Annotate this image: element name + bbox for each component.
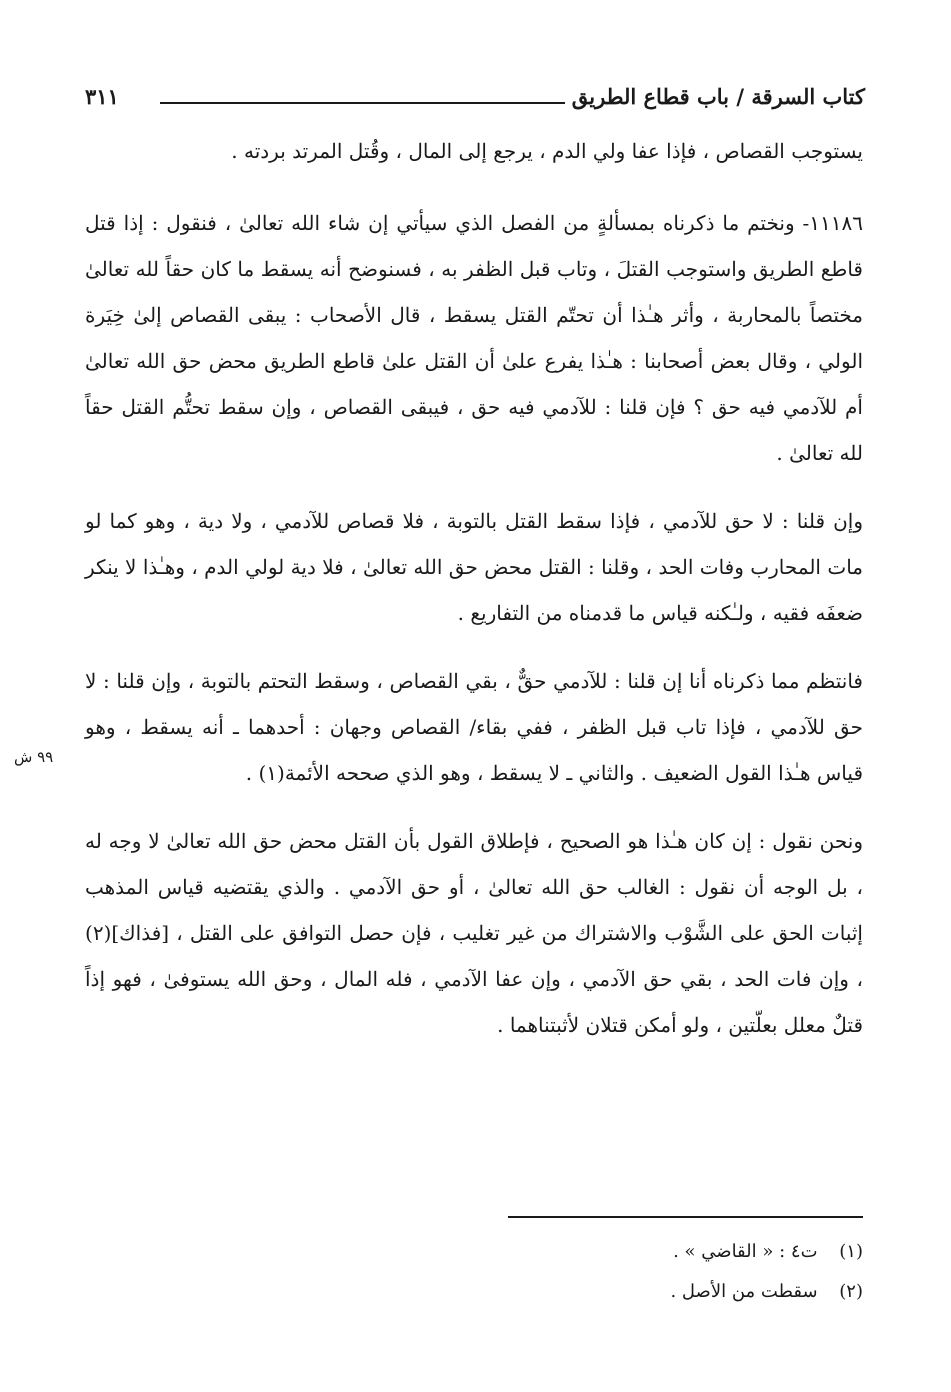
footnotes — [363, 1232, 863, 1312]
paragraph-conclusion: ونحن نقول : إن كان هـٰذا هو الصحيح ، فإطلاق القول بأن القتل محض حق الله تعالىٰ لا وجه له ، بل الوجه أن نقول : الغالب حق الله تعالىٰ ، أو حق الآدمي . والذي يقتضيه قياس المذهب إثبات الحق على الشَّوْب والاشتراك من غير تغليب ، فإن حصل التوافق على القتل ، [فذاك](٢) ، وإن فات الحد ، بقي حق الآدمي ، وإن عفا الآدمي ، فله المال ، وحق الله يستوفىٰ ، فهو إذاً قتلٌ معلل بعلّتين ، ولو أمكن قتلان لأثبتناهما . — [85, 829, 863, 1037]
footnote-number: (٢) — [839, 1281, 863, 1302]
footnote-text: ت٤ : « القاضي » . — [673, 1241, 818, 1262]
running-title: كتاب السرقة / باب قطاع الطريق — [571, 84, 865, 109]
header-rule — [160, 102, 565, 104]
footnote-text: سقطت من الأصل . — [670, 1281, 818, 1302]
footnote-1 — [363, 1232, 863, 1272]
paragraph-no-right: وإن قلنا : لا حق للآدمي ، فإذا سقط القتل بالتوبة ، فلا قصاص للآدمي ، ولا دية ، وهو كما لو مات المحارب وفات الحد ، وقلنا : القتل محض حق الله تعالىٰ ، فلا دية لولي الدم ، وهـٰذا لا ينكر ضعفَه فقيه ، ولـٰكنه قياس ما قدمناه من التفاريع . — [85, 509, 863, 625]
footnote-rule — [508, 1216, 863, 1218]
page-number: ٣١١ — [85, 84, 119, 109]
footnote-number: (١) — [839, 1241, 863, 1262]
footnote-2 — [363, 1272, 863, 1312]
paragraph-continuation: يستوجب القصاص ، فإذا عفا ولي الدم ، يرجع إلى المال ، وقُتل المرتد بردته . — [231, 139, 863, 163]
page-header — [85, 80, 865, 120]
paragraph-issue-11186: ١١١٨٦- ونختم ما ذكرناه بمسألةٍ من الفصل الذي سيأتي إن شاء الله تعالىٰ ، فنقول : إذا قتل قاطع الطريق واستوجب القتلَ ، وتاب قبل الظفر به ، فسنوضح أنه يسقط ما كان حقاً لله تعالىٰ مختصاً بالمحاربة ، وأثر هـٰذا أن تحتّم القتل يسقط ، قال الأصحاب : يبقى القصاص إلىٰ خِيَرة الولي ، وقال بعض أصحابنا : هـٰذا يفرع علىٰ أن القتل علىٰ قاطع الطريق محض حق الله تعالىٰ أم للآدمي فيه حق ؟ فإن قلنا : للآدمي فيه حق ، فيبقى القصاص ، وإن سقط تحتُّم القتل حقاً لله تعالىٰ . — [85, 211, 863, 465]
main-text — [85, 128, 863, 1070]
margin-manuscript-note: ٩٩ ش — [14, 748, 54, 766]
paragraph-summary: فانتظم مما ذكرناه أنا إن قلنا : للآدمي حقٌّ ، بقي القصاص ، وسقط التحتم بالتوبة ، وإن قلنا : لا حق للآدمي ، فإذا تاب قبل الظفر ، ففي بقاء/ القصاص وجهان : أحدهما ـ أنه يسقط ، وهو قياس هـٰذا القول الضعيف . والثاني ـ لا يسقط ، وهو الذي صححه الأئمة(١) . — [85, 669, 863, 785]
